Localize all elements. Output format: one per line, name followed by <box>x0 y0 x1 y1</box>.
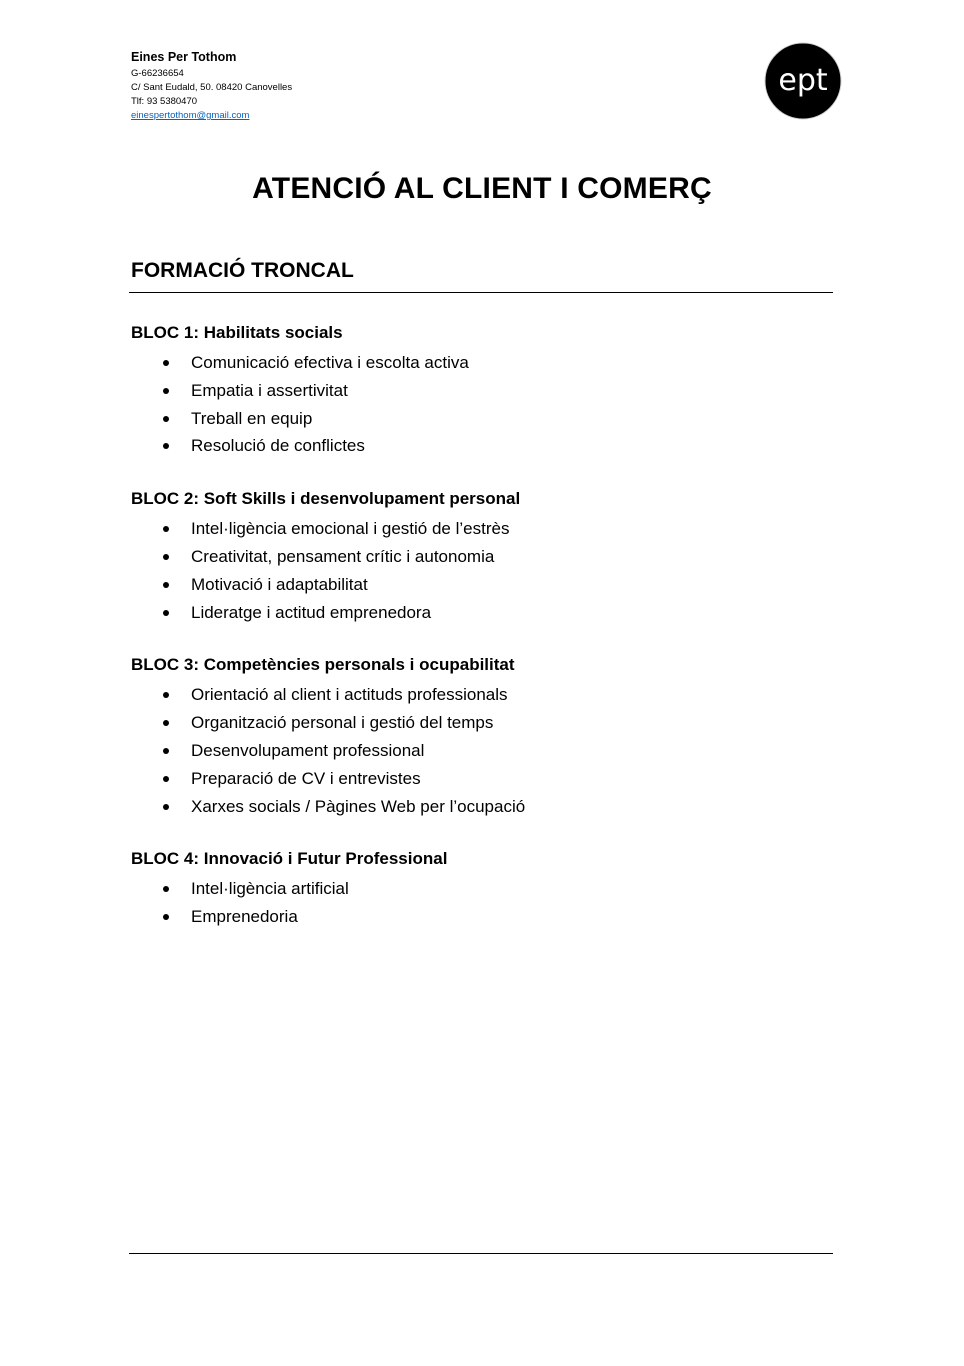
bloc-3 <box>131 653 831 820</box>
org-name: Eines Per Tothom <box>131 50 237 64</box>
bloc-title: BLOC 1: Habilitats socials <box>131 323 343 342</box>
list-item: Desenvolupament professional <box>131 737 831 765</box>
list-item: Xarxes socials / Pàgines Web per l’ocupació <box>131 793 831 821</box>
bullet-icon <box>163 720 169 726</box>
bullet-icon <box>163 526 169 532</box>
org-phone: Tlf: 93 5380470 <box>131 96 198 107</box>
list-item: Comunicació efectiva i escolta activa <box>131 349 831 377</box>
course-blocks <box>131 321 831 958</box>
bullet-icon <box>163 776 169 782</box>
bloc-title: BLOC 2: Soft Skills i desenvolupament personal <box>131 489 521 509</box>
bloc-1 <box>131 321 831 460</box>
section-heading: FORMACIÓ TRONCAL <box>131 259 354 282</box>
list-item: Creativitat, pensament crític i autonomia <box>131 543 831 571</box>
list-item: Preparació de CV i entrevistes <box>131 765 831 793</box>
bullet-icon <box>163 388 169 394</box>
org-address: C/ Sant Eudald, 50. 08420 Canovelles <box>131 82 293 93</box>
bullet-icon <box>163 360 169 366</box>
list-item: Empatia i assertivitat <box>131 377 831 405</box>
bullet-icon <box>163 804 169 810</box>
bullet-icon <box>163 582 169 588</box>
bloc-4 <box>131 847 831 931</box>
document-title: ATENCIÓ AL CLIENT I COMERÇ <box>252 172 712 205</box>
bullet-icon <box>163 886 169 892</box>
list-item: Orientació al client i actituds professionals <box>131 681 831 709</box>
bloc-list <box>131 515 831 626</box>
bullet-icon <box>163 554 169 560</box>
bullet-icon <box>163 748 169 754</box>
bloc-list <box>131 875 831 931</box>
list-item: Resolució de conflictes <box>131 432 831 460</box>
bullet-icon <box>163 443 169 449</box>
list-item: Treball en equip <box>131 405 831 433</box>
list-item: Intel·ligència artificial <box>131 875 831 903</box>
bullet-icon <box>163 692 169 698</box>
bloc-list <box>131 681 831 820</box>
org-email-link[interactable]: einespertothom@gmail.com <box>131 110 250 121</box>
bloc-title: BLOC 4: Innovació i Futur Professional <box>131 849 448 869</box>
letterhead <box>131 49 431 123</box>
logo-text: ept <box>778 63 828 98</box>
list-item: Emprenedoria <box>131 903 831 931</box>
bloc-2 <box>131 487 831 626</box>
list-item: Motivació i adaptabilitat <box>131 571 831 599</box>
bullet-icon <box>163 610 169 616</box>
bloc-list <box>131 349 831 460</box>
bullet-icon <box>163 914 169 920</box>
section-divider <box>129 292 833 293</box>
list-item: Organització personal i gestió del temps <box>131 709 831 737</box>
ept-logo-icon <box>764 42 842 120</box>
org-tax-id: G-66236654 <box>131 68 184 79</box>
bloc-title: BLOC 3: Competències personals i ocupabilitat <box>131 655 515 675</box>
bullet-icon <box>163 416 169 422</box>
list-item: Lideratge i actitud emprenedora <box>131 599 831 627</box>
footer-divider <box>129 1253 833 1254</box>
list-item: Intel·ligència emocional i gestió de l’estrès <box>131 515 831 543</box>
